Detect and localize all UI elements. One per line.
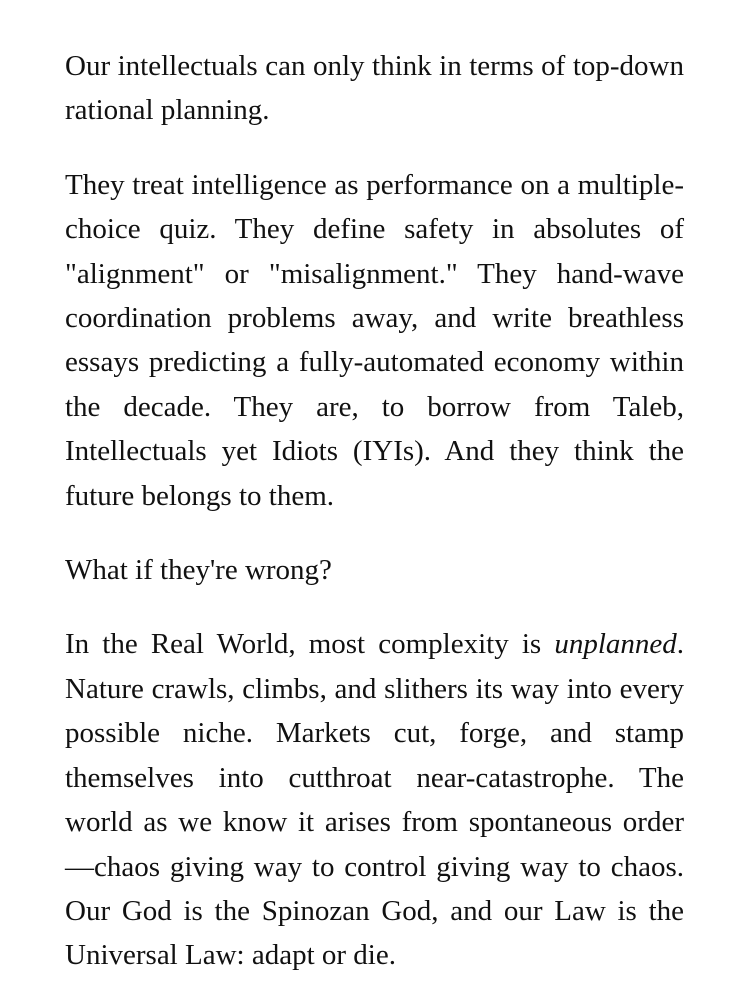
paragraph-real-world-complexity [65, 622, 684, 977]
paragraph-top-down-planning: Our intellectuals can only think in terms of top-down rational planning. [65, 50, 684, 127]
emphasis-unplanned: unplanned [554, 628, 677, 661]
paragraph-what-if-wrong: What if they're wrong? [65, 554, 332, 587]
real-world-text-rest: . Nature crawls, climbs, and slithers its way into every possible niche. Markets cut, forge, and stamp themselves into cutthroat near-catastrophe. The world as we know it arises from spontaneous order —chaos giving way to control giving way to chaos. Our God is the Spinozan God, and our Law is the Universal Law: adapt or die. [65, 628, 684, 972]
article-body [65, 44, 684, 978]
real-world-text-start: In the Real World, most complexity is [65, 628, 555, 661]
paragraph-intellectuals-yet-idiots: They treat intelligence as performance on a multiple-choice quiz. They define safety in absolutes of "alignment" or "misalignment." They hand-wave coordination problems away, and write breathless essays predicting a fully-automated economy within the decade. They are, to borrow from Taleb, Intellectuals yet Idiots (IYIs). And they think the future belongs to them. [65, 168, 684, 512]
